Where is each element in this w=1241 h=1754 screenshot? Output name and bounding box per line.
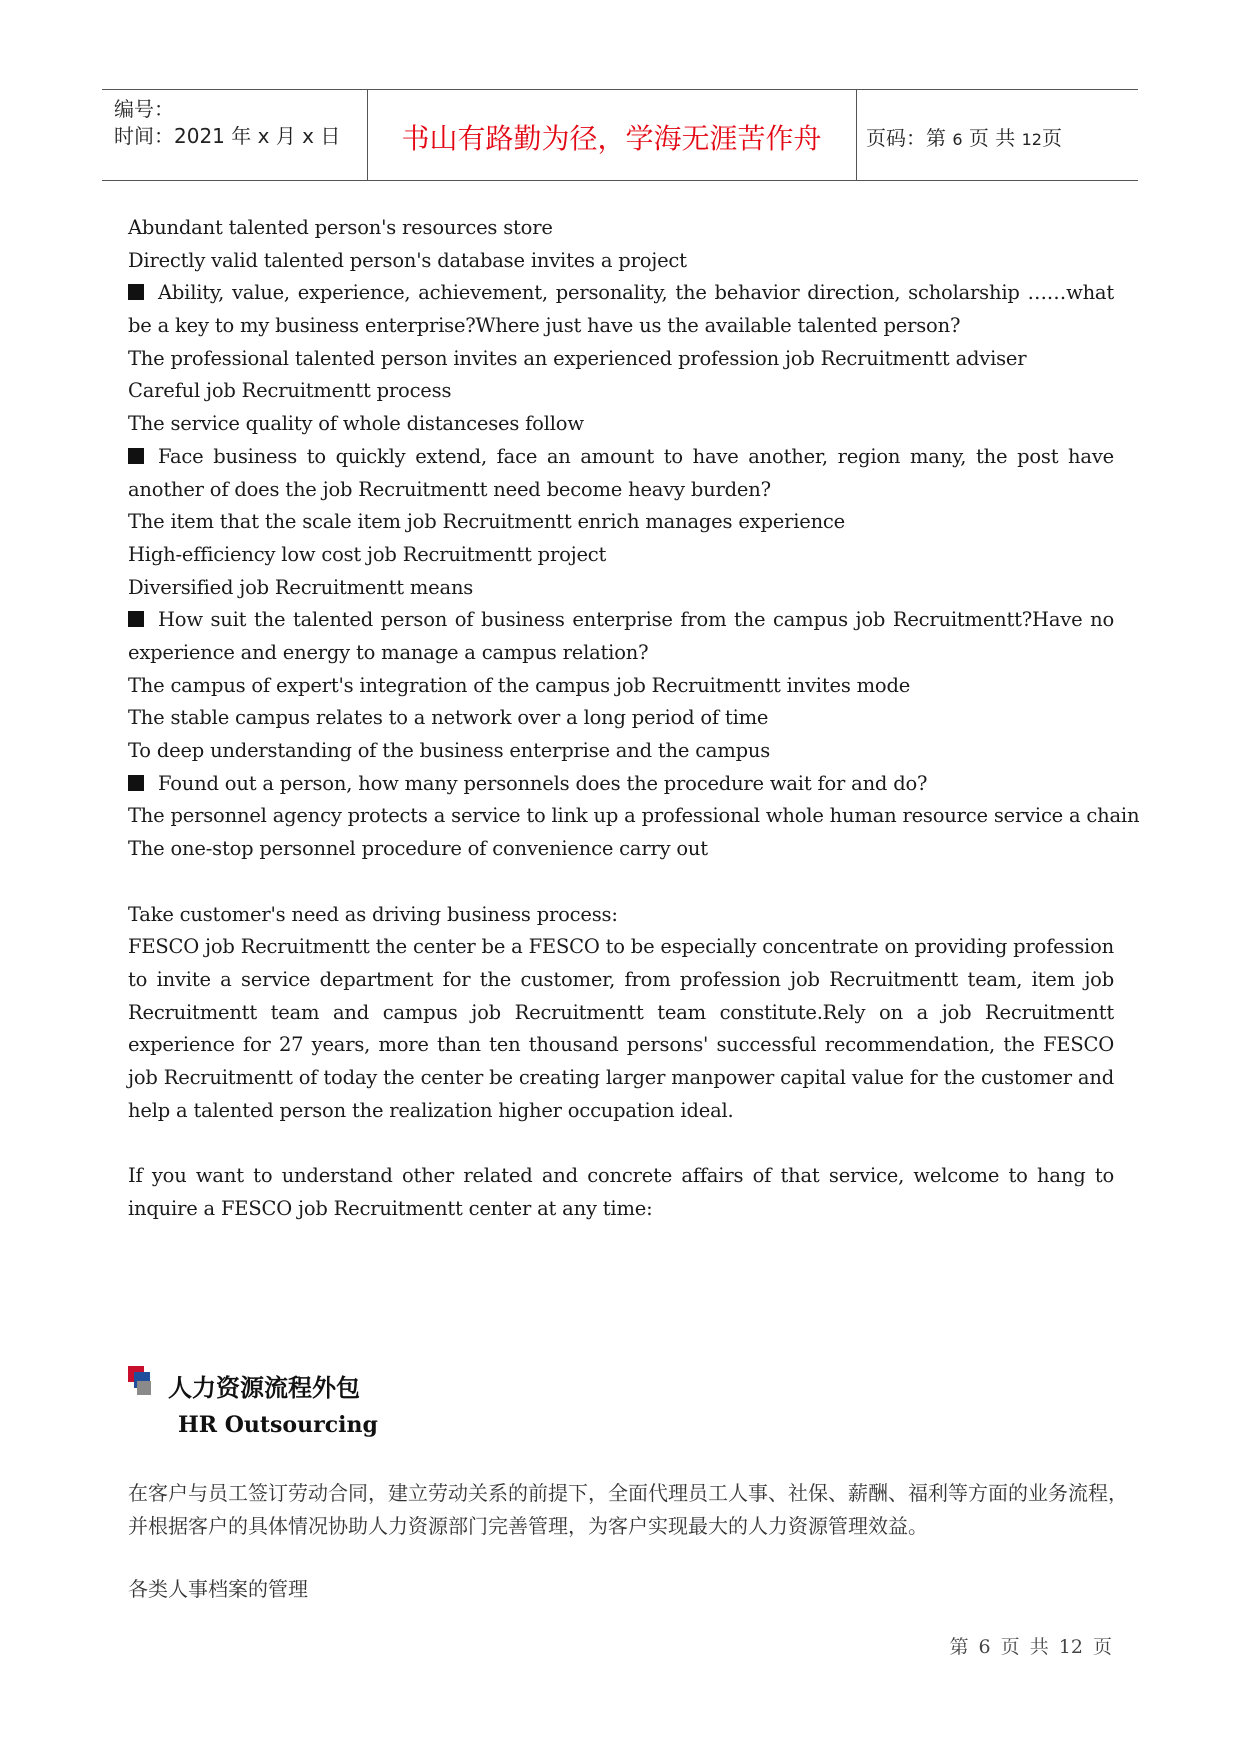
header-left-cell: [102, 90, 368, 180]
body-line: To deep understanding of the business enterprise and the campus: [128, 739, 771, 763]
header-motto: 书山有路勤为径，学海无涯苦作舟: [401, 122, 822, 155]
document-body: [128, 212, 1140, 1226]
page-suffix: 页: [1041, 126, 1062, 150]
fesco-paragraph: FESCO job Recruitmentt the center be a FESCO to be especially concentrate on providing profession to invite a service department for the customer, from profession job Recruitmentt team, item job Recruitmentt team and campus job Recruitmentt team constitute.Rely on a job Recruitmentt experience for 27 years, more than ten thousand persons' successful recommendation, the FESCO job Recruitmentt of today the center be creating larger manpower capital value for the customer and help a talented person the realization higher occupation ideal.: [128, 935, 1114, 1122]
body-line: The professional talented person invites an experienced profession job Recruitmentt adviser: [128, 346, 1027, 370]
body-line: Directly valid talented person's database invites a project: [128, 248, 687, 272]
page-total: 12: [1021, 130, 1042, 149]
body-line: The item that the scale item job Recruitmentt enrich manages experience: [128, 510, 845, 534]
bullet-paragraph: [128, 604, 1114, 669]
bullet-text: Face business to quickly extend, face an amount to have another, region many, the post have another of does the job Recruitmentt need become heavy burden?: [128, 444, 1114, 501]
header-page-number: [866, 122, 1062, 151]
bullet-paragraph: [128, 277, 1114, 342]
page-prefix: 页码：第: [866, 126, 946, 150]
section-subtitle: HR Outsourcing: [178, 1412, 378, 1438]
blank-line: [128, 1127, 1114, 1160]
body-line: The stable campus relates to a network over a long period of time: [128, 706, 769, 730]
time-label: 时间：2021 年 x 月 x 日: [114, 124, 341, 148]
bullet-paragraph: [128, 441, 1114, 506]
hr-list-item: 各类人事档案的管理: [128, 1577, 308, 1601]
footer-mid: 页 共: [1000, 1636, 1049, 1658]
inquire-paragraph: If you want to understand other related and concrete affairs of that service, welcome to hang to inquire a FESCO job Recruitmentt center at any time:: [128, 1164, 1114, 1220]
page-current: 6: [952, 130, 963, 149]
section-title: 人力资源流程外包: [168, 1374, 360, 1402]
footer-current: 6: [978, 1636, 991, 1658]
body-line: Careful job Recruitmentt process: [128, 379, 452, 403]
body-line: High-efficiency low cost job Recruitmentt project: [128, 542, 607, 566]
header-center-cell: [367, 90, 857, 180]
bullet-text: Ability, value, experience, achievement, personality, the behavior direction, scholarship ……what be a key to my business enterprise?Where just have us the available talented person?: [128, 281, 1114, 338]
section-squares-icon: [128, 1366, 156, 1398]
footer-prefix: 第: [949, 1636, 969, 1658]
body-line: The service quality of whole distanceses follow: [128, 412, 584, 436]
page-mid: 页 共: [968, 126, 1016, 150]
bullet-text: Found out a person, how many personnels does the procedure wait for and do?: [158, 771, 928, 795]
square-bullet-icon: [128, 284, 144, 300]
header-table: [102, 89, 1138, 181]
body-line: Abundant talented person's resources store: [128, 216, 553, 239]
blank-line: [128, 866, 1114, 899]
serial-number-label: 编号：: [114, 97, 174, 121]
body-line: The campus of expert's integration of the campus job Recruitmentt invites mode: [128, 673, 911, 697]
body-line: The personnel agency protects a service to link up a professional whole human resource service a chain: [128, 804, 1140, 828]
footer-total: 12: [1058, 1636, 1083, 1658]
square-bullet-icon: [128, 775, 144, 791]
page-footer: [949, 1632, 1112, 1659]
footer-suffix: 页: [1092, 1636, 1112, 1658]
bullet-text: How suit the talented person of business enterprise from the campus job Recruitmentt?Have no experience and energy to manage a campus relation?: [128, 608, 1114, 665]
hr-description: 在客户与员工签订劳动合同，建立劳动关系的前提下，全面代理员工人事、社保、薪酬、福利等方面的业务流程，并根据客户的具体情况协助人力资源部门完善管理，为客户实现最大的人力资源管理效益。: [128, 1481, 1128, 1538]
square-bullet-icon: [128, 448, 144, 464]
body-line: The one-stop personnel procedure of convenience carry out: [128, 837, 708, 861]
square-bullet-icon: [128, 611, 144, 627]
process-title: Take customer's need as driving business process:: [128, 902, 618, 926]
bullet-paragraph: [128, 768, 1114, 801]
header-right-cell: [856, 90, 1138, 180]
body-line: Diversified job Recruitmentt means: [128, 575, 474, 599]
